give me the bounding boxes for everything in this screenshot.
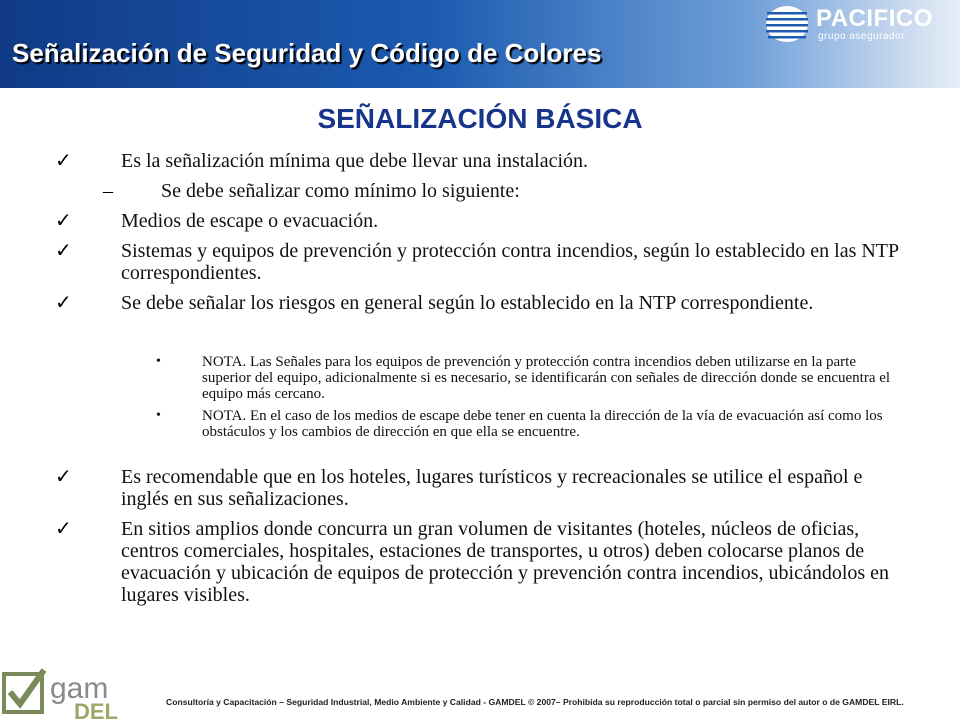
globe-icon [764,4,810,44]
list-item [0,240,960,284]
content-body [0,150,960,614]
list-item [0,210,960,232]
sub-list-item-text: Se debe señalizar como mínimo lo siguiente: [161,180,520,202]
brand-tagline: grupo asegurador [818,31,905,42]
note-item [0,408,960,440]
check-icon: ✓ [55,518,72,540]
section-title: SEÑALIZACIÓN BÁSICA [317,103,643,134]
note-text: NOTA. Las Señales para los equipos de prevención y protección contra incendios deben utilizarse en la parte superior del equipo, adicionalmente si es necesario, se identificarán con señales de dirección donde se encuentra el equipo más cercano. [202,354,891,402]
list-item [0,292,960,314]
note-item [0,354,960,402]
header-banner [0,0,960,88]
dash-icon: – [103,180,113,202]
check-icon: ✓ [55,150,72,172]
check-icon: ✓ [55,292,72,314]
sub-list-item [0,180,960,202]
bullet-icon: • [156,408,161,423]
logo-top-text: gam [50,672,109,705]
checkbox-icon [0,664,140,720]
check-icon: ✓ [55,210,72,232]
footer-copyright: Consultoría y Capacitación – Seguridad Industrial, Medio Ambiente y Calidad - GAMDEL © 2007– Prohibida su reproducción total o parcial sin permiso del autor o de GAMDEL EIRL. [166,697,904,707]
bullet-icon: • [156,354,161,369]
list-item [0,150,960,172]
list-item-text: Es la señalización mínima que debe llevar una instalación. [121,150,589,172]
list-item [0,466,960,510]
list-item-text: Se debe señalar los riesgos en general según lo establecido en la NTP correspondiente. [121,292,814,314]
list-item [0,518,960,606]
list-item-text: Es recomendable que en los hoteles, lugares turísticos y recreacionales se utilice el español e inglés en sus señalizaciones. [121,466,863,510]
check-icon: ✓ [55,466,72,488]
note-text: NOTA. En el caso de los medios de escape debe tener en cuenta la dirección de la vía de evacuación así como los obstáculos y los cambios de dirección en que ella se encuentre. [202,408,883,440]
list-item-text: Sistemas y equipos de prevención y protección contra incendios, según lo establecido en las NTP correspondientes. [121,240,899,284]
check-icon: ✓ [55,240,72,262]
list-item-text: En sitios amplios donde concurra un gran volumen de visitantes (hoteles, núcleos de oficias, centros comerciales, hospitales, estaciones de transportes, u otros) deben colocarse planos de evacuación y ubicación de equipos de protección y prevención contra incendios, ubicándolos en lugares visibles. [121,518,890,606]
slide-title: Señalización de Seguridad y Código de Colores [12,38,602,68]
list-item-text: Medios de escape o evacuación. [121,210,379,232]
brand-logo [764,2,960,48]
gamdel-logo [0,664,140,720]
logo-bottom-text: DEL [74,699,118,720]
brand-name: PACIFICO [816,5,933,32]
